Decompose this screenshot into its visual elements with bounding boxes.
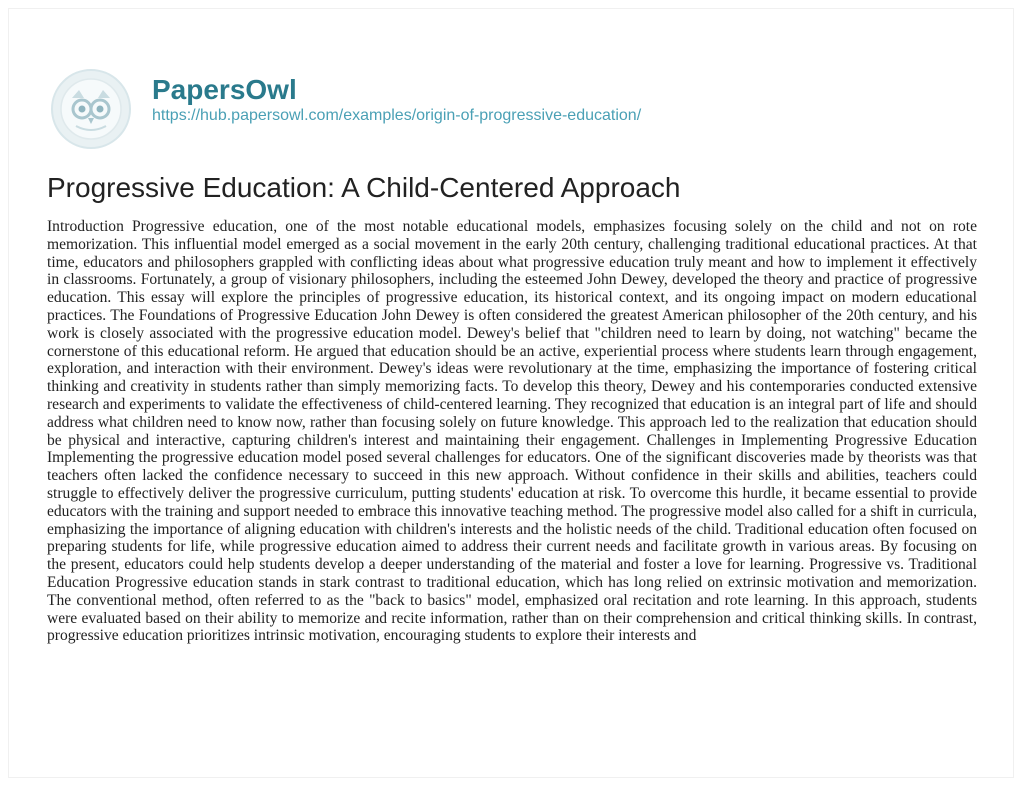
header [50, 60, 970, 150]
brand-name[interactable]: PapersOwl [152, 74, 297, 105]
owl-logo-icon [50, 68, 132, 150]
document-title: Progressive Education: A Child-Centered Approach [47, 172, 681, 203]
source-url-link[interactable]: https://hub.papersowl.com/examples/origin-of-progressive-education/ [152, 107, 642, 124]
document-body: Introduction Progressive education, one of the most notable educational models, emphasizes focusing solely on the child and not on rote memorization. This influential model emerged as a social movement in the early 20th century, challenging traditional educational practices. At that time, educators and philosophers grappled with conflicting ideas about what progressive education truly meant and how to implement it effectively in classrooms. Fortunately, a group of visionary philosophers, including the esteemed John Dewey, developed the theory and practice of progressive education. This essay will explore the principles of progressive education, its historical context, and its ongoing impact on modern educational practices. The Foundations of Progressive Education John Dewey is often considered the greatest American philosopher of the 20th century, and his work is closely associated with the progressive education model. Dewey's belief that "children need to learn by doing, not watching" became the cornerstone of this educational reform. He argued that education should be an active, experiential process where students learn through engagement, exploration, and interaction with their environment. Dewey's ideas were revolutionary at the time, emphasizing the importance of fostering critical thinking and creativity in students rather than simply memorizing facts. To develop this theory, Dewey and his contemporaries conducted extensive research and experiments to validate the effectiveness of child-centered learning. They recognized that education is an integral part of life and should address what children need to know now, rather than focusing solely on future knowledge. This approach led to the realization that education should be physical and interactive, capturing children's interest and maintaining their engagement. Challenges in Implementing Progressive Education Implementing the progressive education model posed several challenges for educators. One of the significant discoveries made by theorists was that teachers often lacked the confidence necessary to succeed in this new approach. Without confidence in their skills and abilities, teachers could struggle to effectively deliver the progressive curriculum, putting students' education at risk. To overcome this hurdle, it became essential to provide educators with the training and support needed to embrace this innovative teaching method. The progressive model also called for a shift in curricula, emphasizing the importance of aligning education with children's interests and the holistic needs of the child. Traditional education often focused on preparing students for life, while progressive education aimed to address their current needs and facilitate growth in various areas. By focusing on the present, educators could help students develop a deeper understanding of the material and foster a love for learning. Progressive vs. Traditional Education Progressive education stands in stark contrast to traditional education, which has long relied on extrinsic motivation and memorization. The conventional method, often referred to as the "back to basics" model, emphasized oral recitation and rote learning. In this approach, students were evaluated based on their ability to memorize and recite information, rather than on their comprehension and critical thinking skills. In contrast, progressive education prioritizes intrinsic motivation, encouraging students to explore their interests and [47, 218, 977, 645]
